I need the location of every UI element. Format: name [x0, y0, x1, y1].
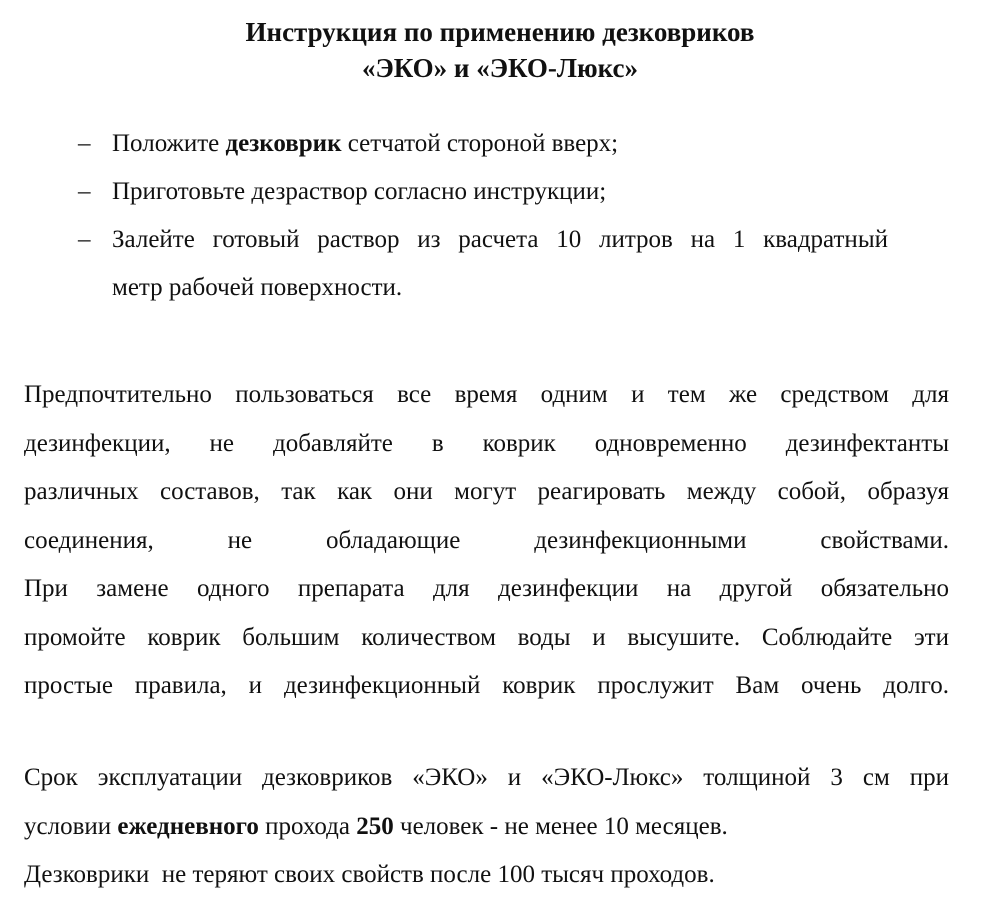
paragraph-line	[24, 803, 949, 852]
bold-daily: ежедневного	[117, 812, 259, 840]
list-dash: –	[78, 130, 91, 157]
document-title	[0, 14, 1000, 86]
paragraph-line: Срок эксплуатации дезковриков «ЭКО» и «ЭКО-Люкс» толщиной 3 см при	[24, 764, 949, 791]
list-dash: –	[78, 178, 91, 205]
title-line-2: «ЭКО» и «ЭКО-Люкс»	[361, 53, 639, 83]
list-item-text-post: сетчатой стороной вверх;	[341, 130, 619, 157]
paragraph-line: Дезковрики не теряют своих свойств после 100 тысяч проходов.	[24, 861, 715, 888]
paragraph-line: промойте коврик большим количеством воды и высушите. Соблюдайте эти	[24, 623, 949, 651]
list-item-text: Приготовьте дезраствор согласно инструкции;	[112, 178, 607, 205]
paragraph-line: простые правила, и дезинфекционный коврик прослужит Вам очень долго.	[24, 672, 949, 699]
list-item-text-line-2: метр рабочей поверхности.	[112, 274, 403, 301]
text-segment: прохода	[258, 812, 357, 840]
title-line-1: Инструкция по применению дезковриков	[245, 17, 755, 47]
list-item	[78, 120, 908, 168]
list-item	[78, 216, 908, 312]
paragraph-line: Предпочтительно пользоваться все время одним и тем же средством для	[24, 381, 949, 408]
list-item	[78, 168, 908, 216]
paragraph-service-life	[24, 754, 949, 900]
paragraph-line: соединения, не обладающие дезинфекционными свойствами.	[24, 526, 949, 554]
instruction-list	[78, 120, 908, 312]
list-item-text-bold: дезковрик	[225, 130, 342, 157]
list-item-text-line-1: Залейте готовый раствор из расчета 10 литров на 1 квадратный	[112, 226, 888, 253]
paragraph-line: дезинфекции, не добавляйте в коврик одновременно дезинфектанты	[24, 429, 949, 457]
paragraph-disinfection-advice	[24, 371, 949, 711]
text-segment: условии	[24, 812, 118, 840]
bold-count: 250	[356, 812, 394, 840]
text-segment: человек - не менее 10 месяцев.	[393, 812, 728, 840]
list-item-text-pre: Положите	[112, 130, 226, 157]
list-dash: –	[78, 226, 91, 253]
paragraph-line: различных составов, так как они могут реагировать между собой, образуя	[24, 478, 949, 505]
paragraph-line: При замене одного препарата для дезинфекции на другой обязательно	[24, 575, 949, 602]
